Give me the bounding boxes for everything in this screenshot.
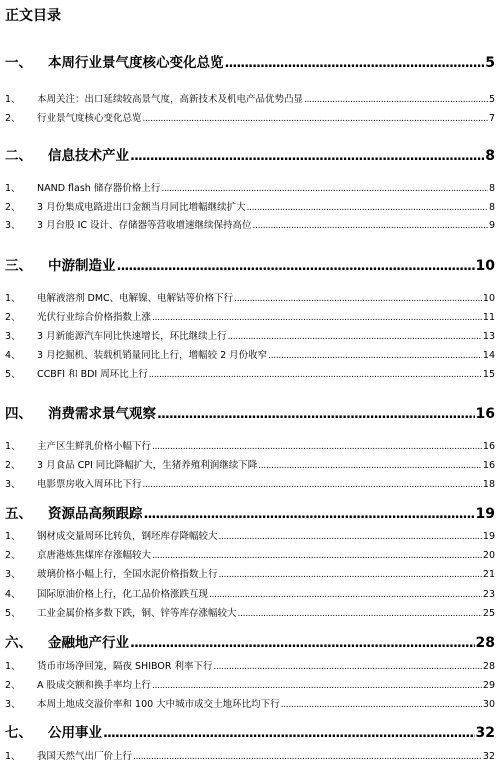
item-page: 13: [482, 331, 495, 342]
dot-leader: [225, 55, 485, 71]
item-number: 3、: [5, 331, 21, 342]
toc-item-4-3[interactable]: [5, 474, 495, 490]
item-page: 8: [488, 183, 495, 194]
toc-item-6-2[interactable]: [5, 675, 495, 691]
item-number: 2、: [5, 680, 21, 691]
toc-item-3-3[interactable]: [5, 326, 495, 342]
item-number: 1、: [5, 751, 21, 762]
item-page: 32: [482, 751, 495, 762]
item-number: 1、: [5, 531, 21, 542]
section-number: 七、: [5, 725, 32, 741]
section-title: 信息技术产业: [48, 148, 129, 164]
item-title: 行业景气度核心变化总览: [37, 113, 142, 124]
item-page: 10: [482, 293, 495, 304]
item-number: 3、: [5, 479, 21, 490]
item-title: 货币市场净回笼，隔夜 SHIBOR 利率下行: [37, 661, 213, 672]
dot-leader: [103, 725, 475, 741]
item-title: 钢材成交量周环比转负，钢坯库存降幅较大: [37, 531, 218, 542]
section-page: 8: [485, 148, 495, 164]
item-number: 2、: [5, 113, 21, 124]
item-page: 16: [482, 441, 495, 452]
toc-item-1-1[interactable]: [5, 89, 495, 105]
toc-section-1[interactable]: [5, 49, 495, 71]
toc-item-2-3[interactable]: [5, 215, 495, 231]
toc-section-7[interactable]: [5, 719, 495, 741]
toc-item-1-2[interactable]: [5, 108, 495, 124]
dot-leader: [247, 202, 488, 213]
item-number: 1、: [5, 183, 21, 194]
dot-leader: [281, 699, 482, 710]
dot-leader: [143, 479, 482, 490]
item-number: 1、: [5, 661, 21, 672]
toc-item-5-5[interactable]: [5, 603, 495, 619]
dot-leader: [209, 589, 482, 600]
dot-leader: [133, 751, 482, 762]
item-page: 29: [482, 680, 495, 691]
dot-leader: [130, 148, 484, 164]
dot-leader: [152, 312, 482, 323]
section-page: 5: [485, 55, 495, 71]
item-page: 20: [482, 550, 495, 561]
item-title: 3 月食品 CPI 同比降幅扩大，生猪养殖利润继续下降: [37, 460, 258, 471]
item-title: 本周土地成交溢价率和 100 大中城市成交土地环比均下行: [37, 699, 280, 710]
dot-leader: [152, 550, 482, 561]
item-title: 国际原油价格上行，化工品价格涨跌互现: [37, 589, 209, 600]
toc-item-3-4[interactable]: [5, 345, 495, 361]
item-number: 4、: [5, 589, 21, 600]
item-title: 电影票房收入周环比下行: [37, 479, 142, 490]
section-title: 金融地产行业: [48, 635, 129, 651]
item-number: 3、: [5, 699, 21, 710]
section-number: 一、: [5, 55, 32, 71]
item-page: 23: [482, 589, 495, 600]
dot-leader: [152, 441, 482, 452]
toc-item-5-3[interactable]: [5, 564, 495, 580]
item-title: 京唐港炼焦煤库存涨幅较大: [37, 550, 152, 561]
section-title: 本周行业景气度核心变化总览: [48, 55, 224, 71]
item-title: 3 月新能源汽车同比快速增长，环比继续上行: [37, 331, 227, 342]
toc-section-2[interactable]: [5, 142, 495, 164]
item-page: 14: [482, 350, 495, 361]
toc-section-5[interactable]: [5, 500, 495, 522]
toc-item-6-3[interactable]: [5, 694, 495, 710]
item-page: 15: [482, 369, 495, 380]
item-title: 玻璃价格小幅上行，全国水泥价格指数上行: [37, 569, 218, 580]
item-page: 11: [482, 312, 495, 323]
section-title: 公用事业: [48, 725, 102, 741]
section-page: 28: [475, 635, 495, 651]
dot-leader: [234, 293, 482, 304]
item-number: 2、: [5, 202, 21, 213]
dot-leader: [161, 183, 488, 194]
item-number: 1、: [5, 94, 21, 105]
toc-item-3-2[interactable]: [5, 307, 495, 323]
toc-section-3[interactable]: [5, 252, 495, 274]
toc-item-4-1[interactable]: [5, 436, 495, 452]
item-page: 21: [482, 569, 495, 580]
section-page: 10: [475, 258, 495, 274]
section-page: 19: [475, 506, 495, 522]
item-number: 2、: [5, 460, 21, 471]
item-number: 5、: [5, 608, 21, 619]
item-page: 28: [482, 661, 495, 672]
item-number: 4、: [5, 350, 21, 361]
item-title: 光伏行业综合价格指数上涨: [37, 312, 152, 323]
item-title: 3 月台股 IC 设计、存储器等营收增速继续保持高位: [37, 220, 252, 231]
item-page: 18: [482, 479, 495, 490]
item-title: 本周关注：出口延续较高景气度，高新技术及机电产品优势凸显: [37, 94, 304, 105]
toc-item-5-4[interactable]: [5, 584, 495, 600]
toc-item-6-1[interactable]: [5, 656, 495, 672]
toc-item-2-1[interactable]: [5, 178, 495, 194]
dot-leader: [144, 506, 475, 522]
toc-item-5-1[interactable]: [5, 526, 495, 542]
toc-item-3-1[interactable]: [5, 288, 495, 304]
toc-item-4-2[interactable]: [5, 455, 495, 471]
section-page: 16: [475, 406, 495, 422]
dot-leader: [219, 569, 482, 580]
item-title: 我国天然气出厂价上行: [37, 751, 133, 762]
item-title: NAND flash 储存器价格上行: [37, 183, 161, 194]
item-page: 7: [488, 113, 495, 124]
toc-item-3-5[interactable]: [5, 364, 495, 380]
toc-item-7-1[interactable]: [5, 746, 495, 762]
toc-item-2-2[interactable]: [5, 197, 495, 213]
section-title: 资源品高频跟踪: [48, 506, 143, 522]
dot-leader: [304, 94, 488, 105]
item-page: 16: [482, 460, 495, 471]
item-page: 9: [488, 220, 495, 231]
section-number: 六、: [5, 635, 32, 651]
dot-leader: [117, 258, 475, 274]
toc-title: 正文目录: [5, 8, 61, 24]
item-title: 3 月挖掘机、装载机销量同比上行，增幅较 2 月份收窄: [37, 350, 268, 361]
item-page: 30: [482, 699, 495, 710]
section-number: 三、: [5, 258, 32, 274]
dot-leader: [130, 635, 475, 651]
item-title: CCBFI 和 BDI 周环比上行: [37, 369, 148, 380]
dot-leader: [157, 406, 475, 422]
section-number: 四、: [5, 406, 32, 422]
toc-section-4[interactable]: [5, 400, 495, 422]
toc-item-5-2[interactable]: [5, 545, 495, 561]
item-number: 1、: [5, 293, 21, 304]
section-number: 二、: [5, 148, 32, 164]
dot-leader: [213, 661, 481, 672]
item-number: 3、: [5, 220, 21, 231]
dot-leader: [253, 220, 488, 231]
item-title: 3 月份集成电路进出口金额当月同比增幅继续扩大: [37, 202, 246, 213]
section-title: 中游制造业: [48, 258, 116, 274]
item-number: 5、: [5, 369, 21, 380]
dot-leader: [238, 608, 482, 619]
dot-leader: [152, 680, 482, 691]
item-number: 3、: [5, 569, 21, 580]
item-number: 1、: [5, 441, 21, 452]
item-title: 主产区生鲜乳价格小幅下行: [37, 441, 152, 452]
item-number: 2、: [5, 312, 21, 323]
item-title: A 股成交额和换手率均上行: [37, 680, 152, 691]
item-page: 19: [482, 531, 495, 542]
dot-leader: [228, 331, 482, 342]
dot-leader: [219, 531, 482, 542]
toc-section-6[interactable]: [5, 629, 495, 651]
item-page: 8: [488, 202, 495, 213]
section-number: 五、: [5, 506, 32, 522]
dot-leader: [268, 350, 482, 361]
item-title: 电解液溶剂 DMC、电解镍、电解钴等价格下行: [37, 293, 234, 304]
dot-leader: [143, 113, 488, 124]
item-page: 5: [488, 94, 495, 105]
dot-leader: [149, 369, 482, 380]
dot-leader: [258, 460, 482, 471]
item-page: 25: [482, 608, 495, 619]
section-page: 32: [475, 725, 495, 741]
item-title: 工业金属价格多数下跌，铜、锌等库存涨幅较大: [37, 608, 237, 619]
item-number: 2、: [5, 550, 21, 561]
section-title: 消费需求景气观察: [48, 406, 156, 422]
